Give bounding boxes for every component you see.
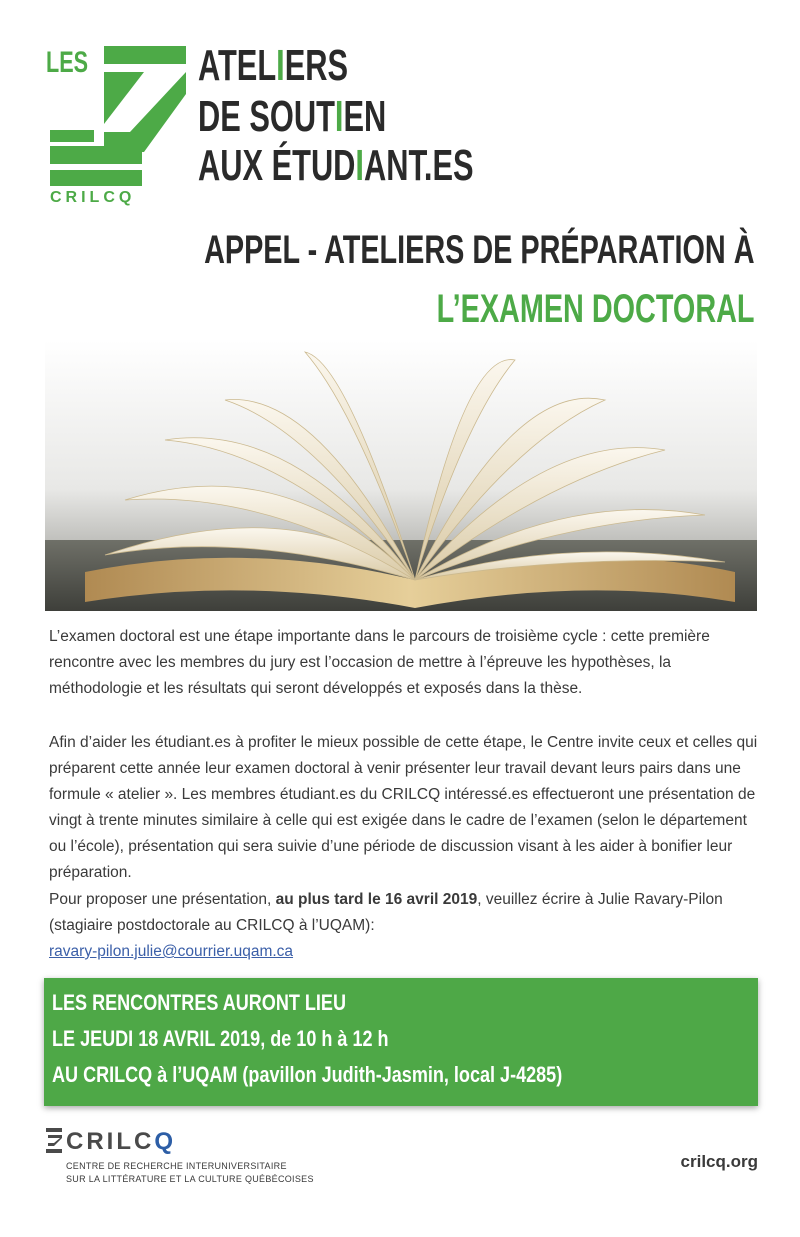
intro-paragraph: [49, 624, 759, 702]
logo-crilcq: CRILCQ: [50, 189, 136, 206]
logo-text-accent: I: [334, 92, 344, 141]
logo-text: ERS: [284, 41, 349, 90]
crilcq-mark-icon: [46, 1126, 64, 1156]
contact-paragraph: [49, 887, 759, 965]
logo-line-soutien: [198, 92, 387, 141]
logo-text: EN: [343, 92, 387, 141]
logo-line-etudiants: [198, 141, 474, 190]
footer-crilcq-accent: Q: [154, 1128, 176, 1155]
page-title-line2: L’EXAMEN DOCTORAL: [437, 287, 755, 331]
logo-text: DE SOUT: [198, 92, 335, 141]
footer-crilcq-text: CRILC: [66, 1128, 155, 1155]
open-book-photo: [45, 340, 757, 611]
logo-text: ATEL: [198, 41, 277, 90]
logo-mark-icon: [46, 42, 196, 190]
logo-text: AUX ÉTUD: [198, 141, 356, 190]
intro-text: L’examen doctoral est une étape importante dans le parcours de troisième cycle : cette première rencontre avec les membres du jury est l’occasion de mettre à l’épreuve les hypothèses, la méthodologie et les résultats qui seront développés et exposés dans la thèse.: [49, 628, 710, 697]
website-link[interactable]: crilcq.org: [680, 1152, 758, 1171]
logo-text: ANT.ES: [363, 141, 474, 190]
footer-subtitle: [66, 1160, 314, 1186]
logo-les: LES: [46, 46, 89, 79]
event-info-line1: LES RENCONTRES AURONT LIEU: [52, 990, 346, 1015]
footer-crilcq-name: [66, 1128, 176, 1156]
contact-text: [49, 887, 759, 939]
details-text: Afin d’aider les étudiant.es à profiter le mieux possible de cette étape, le Centre invite ceux et celles qui préparent cette année leur examen doctoral à venir présenter leur travail devant leurs pairs dans une formule « atelier ». Les membres étudiant.es du CRILCQ intéressé.es effectueront une présentation de vingt à trente minutes similaire à celle qui est exigée dans le cadre de l’examen (selon le département ou l’école), présentation qui sera suivie d’une période de discussion visant à les aider à bonifier leur préparation.: [49, 734, 758, 881]
event-info-box: [44, 978, 758, 1106]
logo: [0, 0, 800, 215]
details-paragraph: [49, 730, 759, 886]
footer-subtitle-line1: CENTRE DE RECHERCHE INTERUNIVERSITAIRE: [66, 1161, 287, 1171]
logo-line-ateliers: [198, 41, 349, 90]
event-info-line2: LE JEUDI 18 AVRIL 2019, de 10 h à 12 h: [52, 1026, 389, 1051]
deadline-text: au plus tard le 16 avril 2019: [275, 891, 478, 908]
email-link[interactable]: ravary-pilon.julie@courrier.uqam.ca: [49, 943, 294, 960]
contact-text-b: , veuillez écrire à Julie Ravary-Pilon (stagiaire postdoctorale au CRILCQ à l’UQAM):: [49, 891, 723, 934]
logo-text-accent: I: [276, 41, 285, 90]
footer-subtitle-line2: SUR LA LITTÉRATURE ET LA CULTURE QUÉBÉCOISES: [66, 1174, 314, 1184]
page-title-line1: APPEL - ATELIERS DE PRÉPARATION À: [204, 228, 755, 272]
event-info-line3: AU CRILCQ à l’UQAM (pavillon Judith-Jasmin, local J-4285): [52, 1062, 563, 1087]
logo-text-accent: I: [355, 141, 364, 190]
contact-text-a: Pour proposer une présentation,: [49, 891, 276, 908]
